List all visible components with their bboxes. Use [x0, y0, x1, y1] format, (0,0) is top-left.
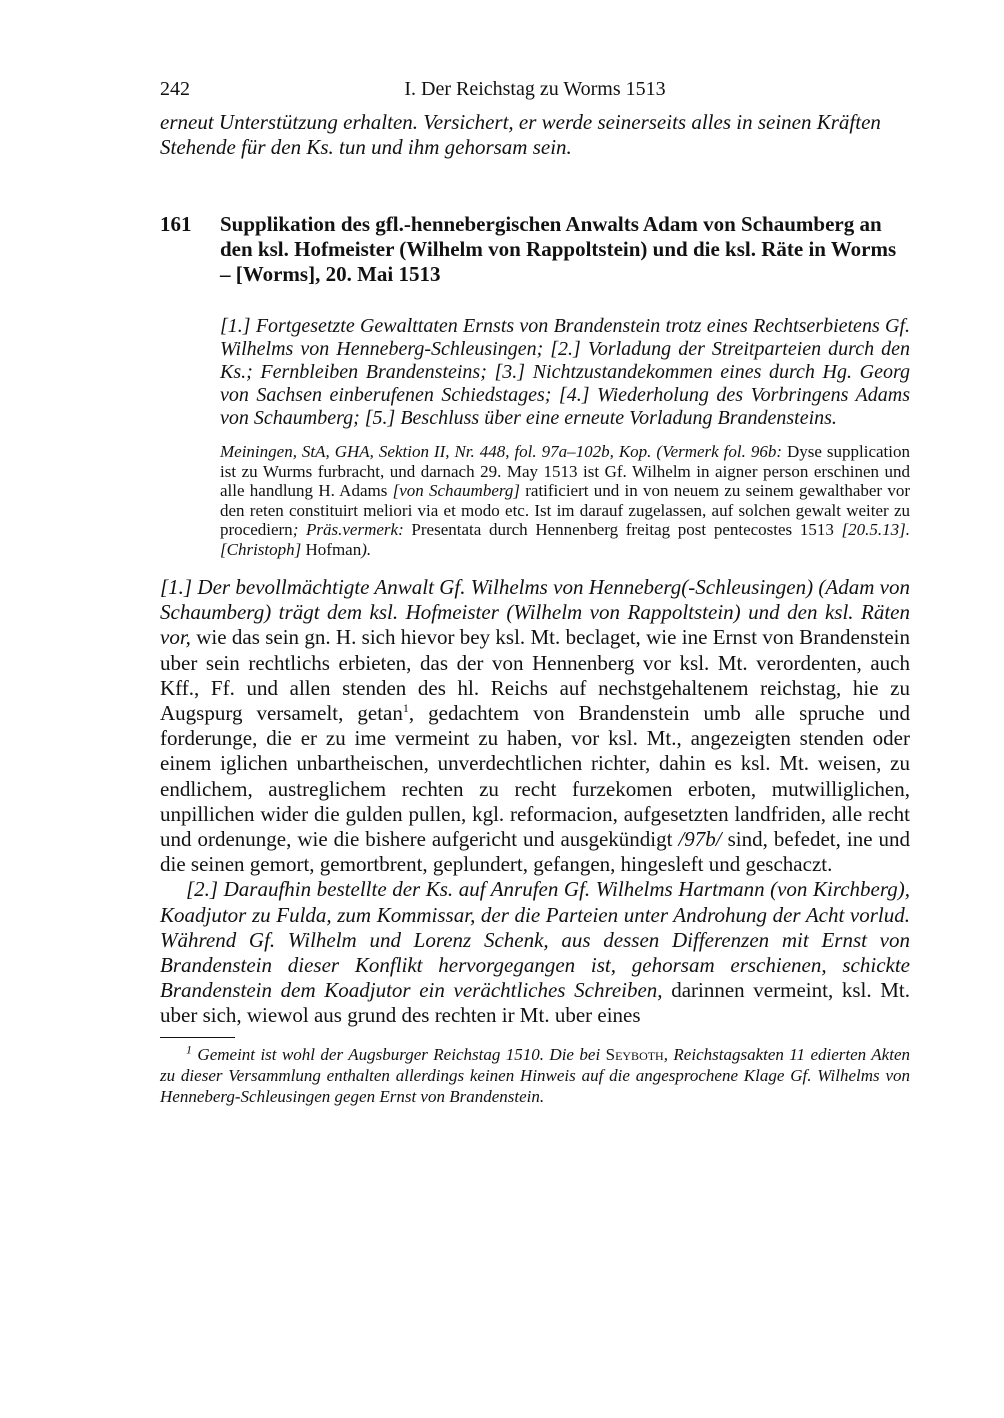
running-header [160, 78, 910, 110]
source-close: ). [361, 539, 372, 559]
folio-marker: /97b/ [678, 827, 722, 852]
document-heading [160, 212, 910, 287]
source-archive: Meiningen, StA, GHA, Sektion II, Nr. 448, fol. 97a–102b, Kop. (Vermerk fol. 96b: [220, 442, 783, 461]
paragraph-2-summary: [2.] Daraufhin bestellte der Ks. auf Anrufen Gf. Wilhelms Hartmann (von Kirchberg), Koadjutor zu Fulda, zum Kommissar, der die Parteien unter Androhung der Acht vorlud. Während Gf. Wilhelm und Lorenz Schenk, aus dessen Differenzen mit Ernst von Brandenstein dieser Konflikt hervorgegangen ist, gehorsam erschienen, schickte Brandenstein dem Koadjutor ein verächtliches Schreiben, [160, 877, 910, 1003]
main-text [160, 575, 910, 1029]
paragraph-1-summary: [1.] Der bevollmächtigte Anwalt Gf. Wilhelms von Henneberg(-Schleusingen) (Adam von Schaumberg) trägt dem ksl. Hofmeister (Wilhelm von Rappoltstein) und den ksl. Räten vor, [160, 575, 910, 650]
source-presentation-text: Presentata durch Hennenberg freitag post pentecostes 1513 [403, 520, 842, 539]
paragraph-1-text-c: sind, befedet, ine und die seinen gemort, gemortbrent, geplundert, gefangen, hingesleft und geschaczt. [160, 827, 910, 877]
running-title: I. Der Reichstag zu Worms 1513 [404, 78, 666, 100]
document-title: Supplikation des gfl.-hennebergischen Anwalts Adam von Schaumberg an den ksl. Hofmeister (Wilhelm von Rappoltstein) und die ksl. Räte in Worms – [Worms], 20. Mai 1513 [220, 212, 897, 286]
source-editorial-note: [von Schaumberg] [392, 481, 520, 500]
document-regest: [1.] Fortgesetzte Gewalttaten Ernsts von Brandenstein trotz eines Rechtserbietens Gf. Wilhelms von Henneberg-Schleusingen; [2.] Vorladung der Streitparteien durch den Ks.; Fernbleiben Brandensteins; [3.] Nichtzustandekommen eines durch Hg. Georg von Sachsen einberufenen Schiedstages; [4.] Wiederholung des Vorbringens Adams von Schaumberg; [5.] Beschluss über eine erneute Vorladung Brandensteins. [220, 315, 910, 429]
source-endorsement-cont: ratificiert und in von neuem zu seinem gewalthaber vor den reten constituirt meliori via et modo etc. Ist im darauf zugelassen, auf solchen gewalt weiter zu procediern [220, 481, 910, 539]
lead-text: erneut Unterstützung erhalten. Versichert, er werde seinerseits alles in seinen Kräften Stehende für den Ks. tun und ihm gehorsam sein. [160, 110, 881, 159]
source-presentation-label: ; Präs.vermerk: [292, 520, 404, 539]
page [160, 78, 910, 1107]
footnote-divider [160, 1037, 235, 1038]
footnote-number: 1 [186, 1042, 192, 1056]
footnote-text-a: Gemeint ist wohl der Augsburger Reichstag 1510. Die bei [192, 1044, 606, 1064]
footnote-text-b: , Reichstagsakten 11 edierten Akten zu dieser Versammlung enthalten allerdings keinen Hinweis auf die angesprochene Klage Gf. Wilhelms von Henneberg-Schleusingen gegen Ernst von Brandenstein. [160, 1044, 910, 1106]
paragraph-2 [160, 877, 910, 1028]
document-number: 161 [160, 212, 192, 236]
footnote-reference[interactable]: 1 [402, 701, 409, 716]
source-name: Hofman [301, 539, 362, 559]
paragraph-1-text-b: , gedachtem von Brandenstein umb alle spruche und forderunge, die er zu ime vermeint zu haben, vor ksl. Mt., angezeigten stenden oder einem iglichen unbartheischen, unverdechtlichen richter, dahin es ksl. Mt. weisen, zu endlichem, austreglichem rechten zu recht furzekomen erboten, mutwilliglichen, unpillichen wider die gulden pullen, kgl. reformacion, aufgesetzten landfriden, alle recht und ordenunge, wie die bishere aufgericht und ausgekündigt [160, 701, 910, 852]
page-number: 242 [160, 78, 190, 100]
paragraph-1-text-a: wie das sein gn. H. sich hievor bey ksl. Mt. beclaget, wie ine Ernst von Brandenstein uber sein rechtlichs erbieten, das der von Hennenberg vor ksl. Mt. verordenten, auch Kff., Ff. und allen stenden des hl. Reichs auf nechstgehaltenem reichstag, hie zu Augspurg versamelt, getan [160, 625, 910, 726]
source-note [220, 442, 910, 559]
paragraph-1 [160, 575, 910, 877]
source-endorsement: Dyse supplication ist zu Wurms furbracht, und darnach 29. May 1513 ist Gf. Wilhelm in aigner person erschinen und alle handlung H. Adams [220, 442, 910, 500]
source-date-note: [20.5.13]. [Christoph] [220, 520, 910, 559]
footnote-author: Seyboth [605, 1044, 664, 1064]
paragraph-2-text: darinnen vermeint, ksl. Mt. uber sich, wiewol aus grund des rechten ir Mt. uber eines [160, 978, 910, 1028]
footnote [160, 1044, 910, 1107]
